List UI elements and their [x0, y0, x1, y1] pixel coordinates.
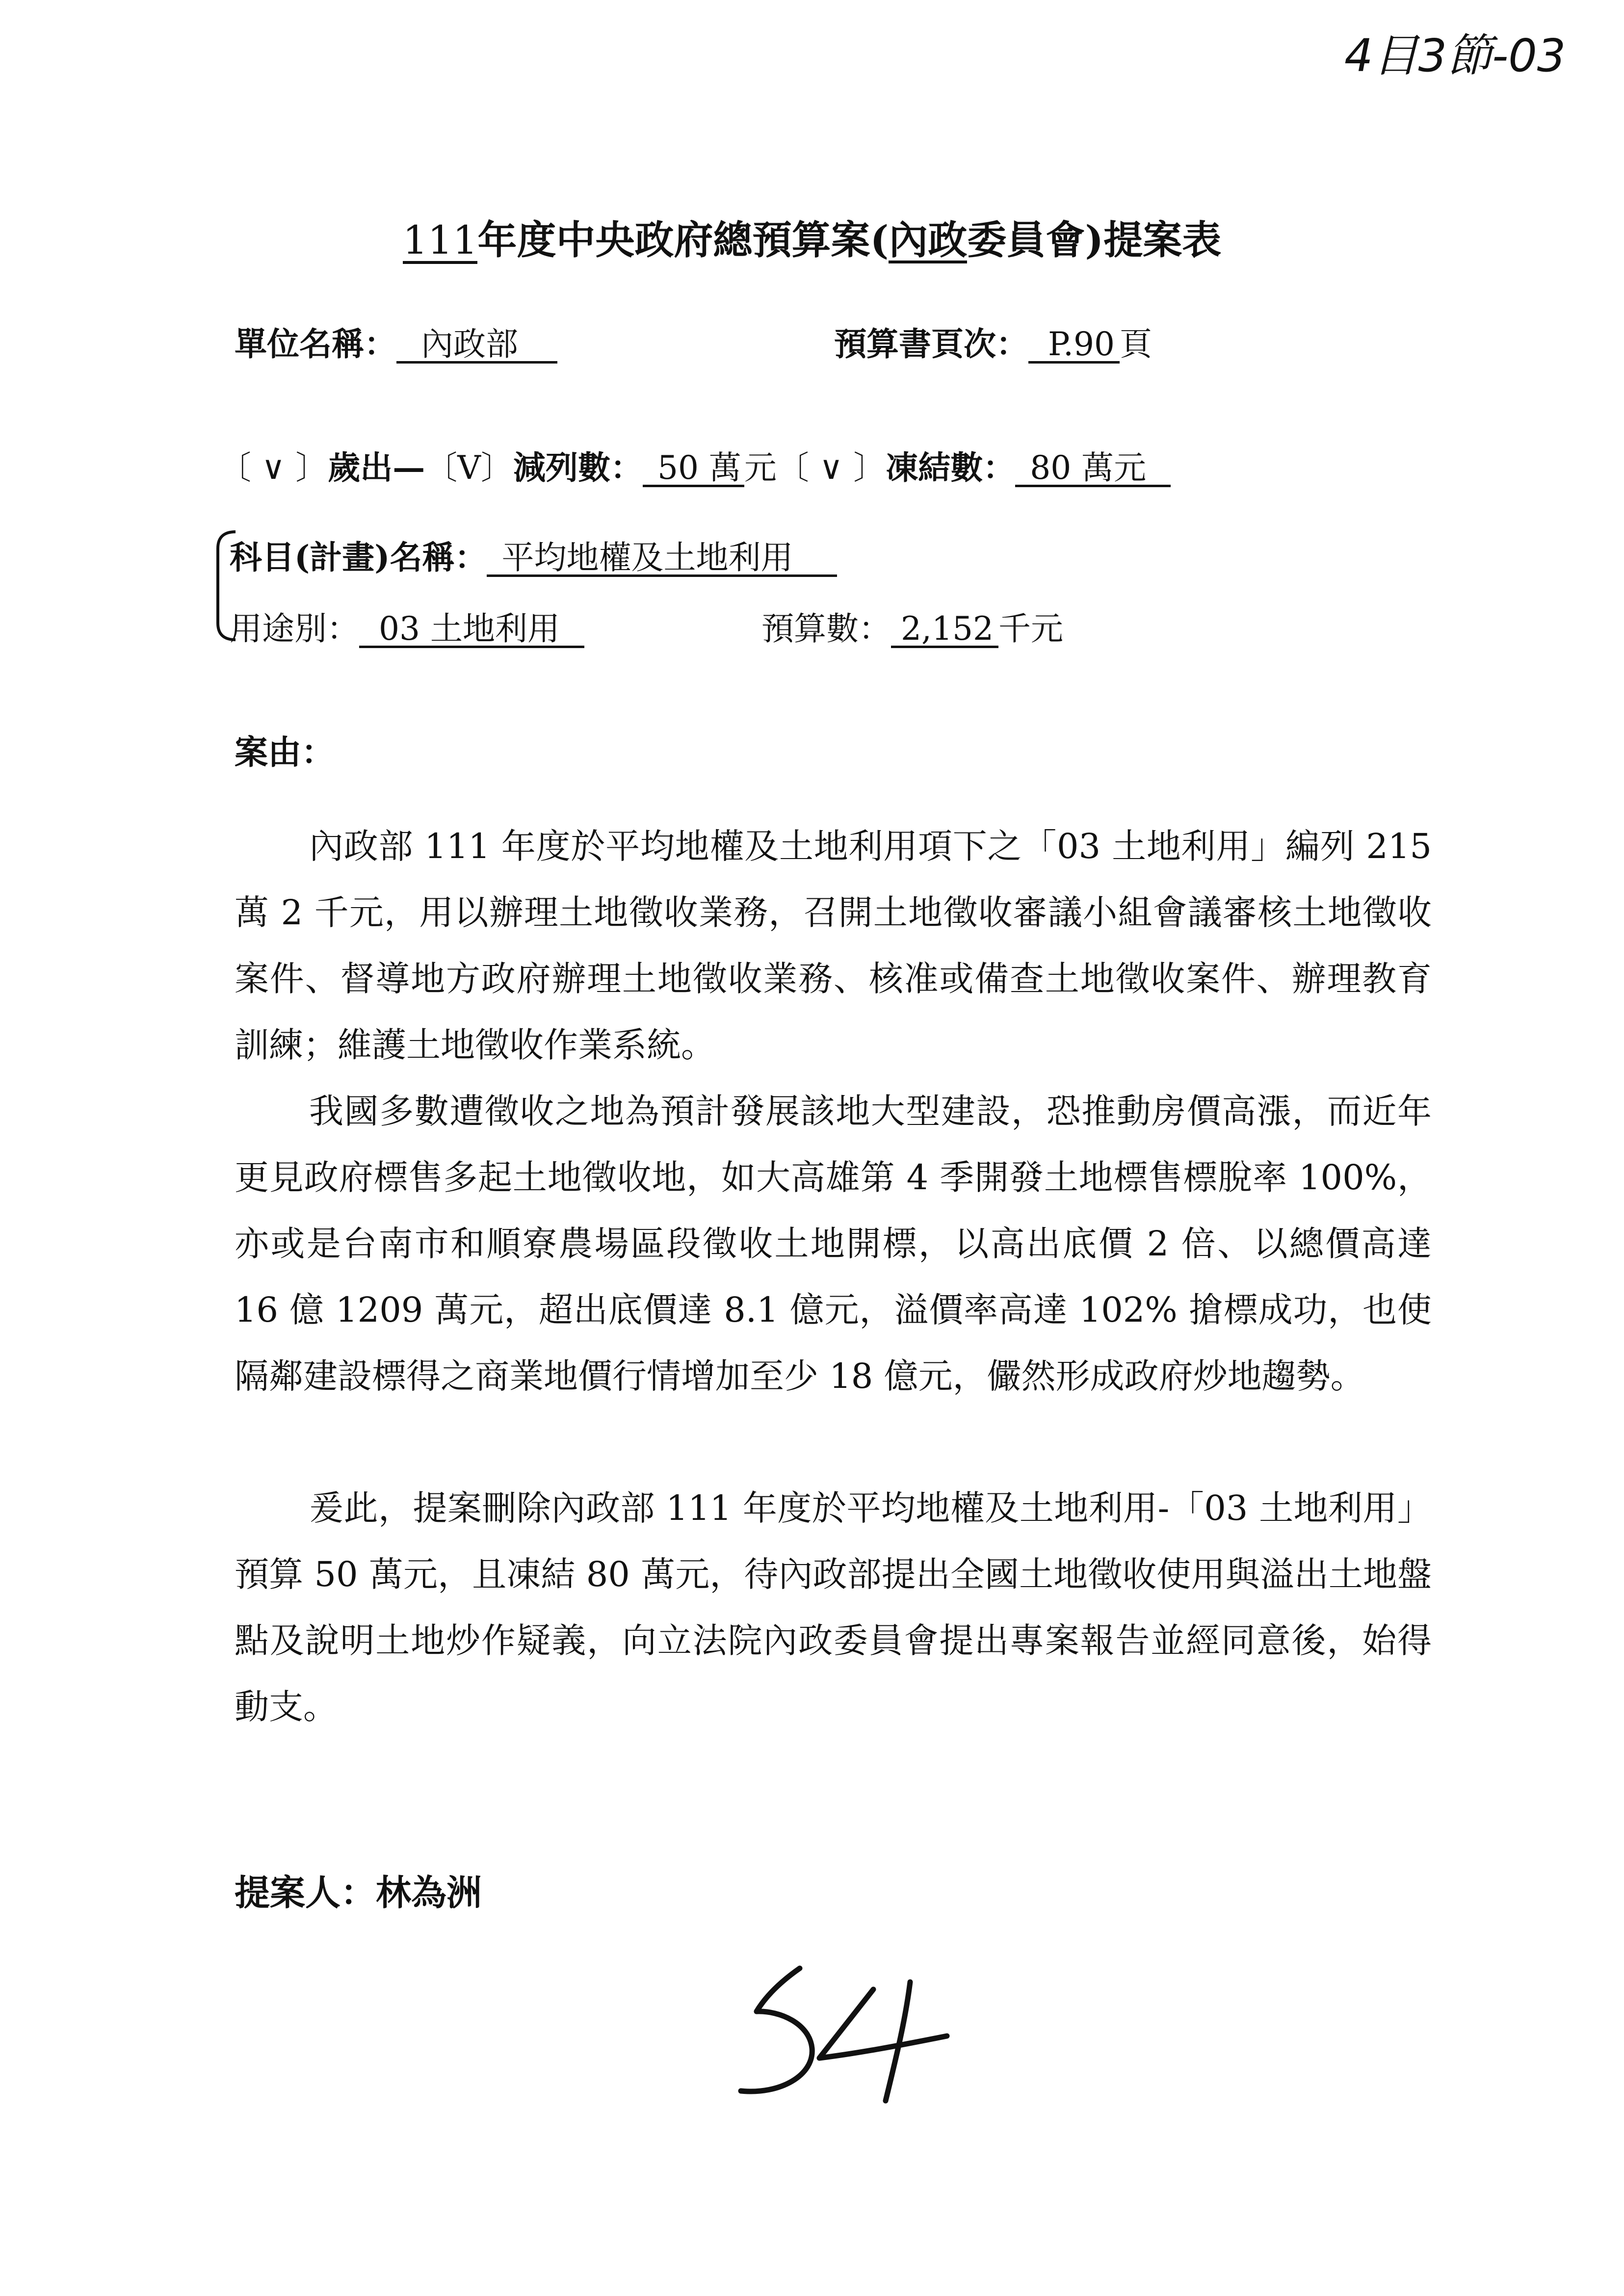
handwritten-reference: 4目3節-03	[1344, 29, 1566, 82]
page-label: 預算書頁次：	[834, 325, 1028, 363]
unit-value: 內政部	[396, 327, 557, 364]
budget-label: 預算數：	[761, 610, 891, 648]
amounts-row	[219, 442, 1171, 488]
document-title	[0, 209, 1624, 265]
cut-value: 50 萬	[643, 451, 744, 487]
page-value: P.90	[1028, 327, 1120, 364]
expense-label: 歲出—	[328, 448, 425, 487]
unit-label: 單位名稱：	[235, 325, 396, 363]
title-year: 111	[402, 217, 478, 263]
reason-paragraph-2: 我國多數遭徵收之地為預計發展該地大型建設，恐推動房價高漲，而近年更見政府標售多起土地徵收地，如大高雄第 4 季開發土地標售標脫率 100%，亦或是台南市和順寮農場區段徵收土地開標，以高出底價 2 倍、以總價高達 16 億 1209 萬元，超出底價達 8.1 億元，溢價率高達 102% 搶標成功，也使隔鄰建設標得之商業地價行情增加至少 18 億元，儼然形成政府炒地趨勢。	[235, 1091, 1432, 1396]
item-label: 科目(計畫)名稱：	[230, 538, 487, 576]
handwritten-page-number	[726, 1962, 952, 2105]
title-committee-a: 內政	[889, 217, 968, 263]
freeze-label: 凍結數：	[886, 448, 1016, 487]
page-suffix: 頁	[1120, 325, 1152, 363]
check-expense: 〔 ∨ 〕	[219, 449, 328, 487]
title-part2: )提案表	[1085, 217, 1222, 263]
cut-label: 減列數：	[513, 448, 643, 487]
budget-unit: 千元	[998, 610, 1063, 648]
use-value: 03 土地利用	[359, 612, 584, 648]
check-cut: 〔V〕	[425, 449, 513, 487]
budget-page-row	[834, 318, 1152, 365]
proposer: 提案人：林為洲	[235, 1872, 482, 1913]
title-part1: 年度中央政府總預算案(	[477, 217, 889, 263]
freeze-value: 80 萬元	[1015, 451, 1171, 487]
item-value: 平均地權及土地利用	[487, 541, 837, 577]
use-row	[230, 602, 584, 649]
reason-paragraph-3: 爰此，提案刪除內政部 111 年度於平均地權及土地利用-「03 土地利用」預算 50 萬元，且凍結 80 萬元，待內政部提出全國土地徵收使用與溢出土地盤點及說明土地炒作疑義，向立法院內政委員會提出專案報告並經同意後，始得動支。	[235, 1488, 1432, 1727]
check-freeze: 〔 ∨ 〕	[776, 449, 886, 487]
reason-label: 案由：	[235, 733, 335, 772]
budget-row	[761, 602, 1063, 649]
title-committee-b: 委員會	[967, 217, 1085, 263]
budget-value: 2,152	[891, 612, 998, 648]
unit-name-row	[235, 318, 557, 365]
cut-unit: 元	[744, 449, 777, 487]
use-label: 用途別：	[230, 610, 359, 648]
reason-paragraph-1: 內政部 111 年度於平均地權及土地利用項下之「03 土地利用」編列 215 萬 2 千元，用以辦理土地徵收業務，召開土地徵收審議小組會議審核土地徵收案件、督導地方政府辦理土地徵收業務、核准或備查土地徵收案件、辦理教育訓練；維護土地徵收作業系統。	[235, 826, 1432, 1065]
item-name-row	[230, 531, 837, 578]
